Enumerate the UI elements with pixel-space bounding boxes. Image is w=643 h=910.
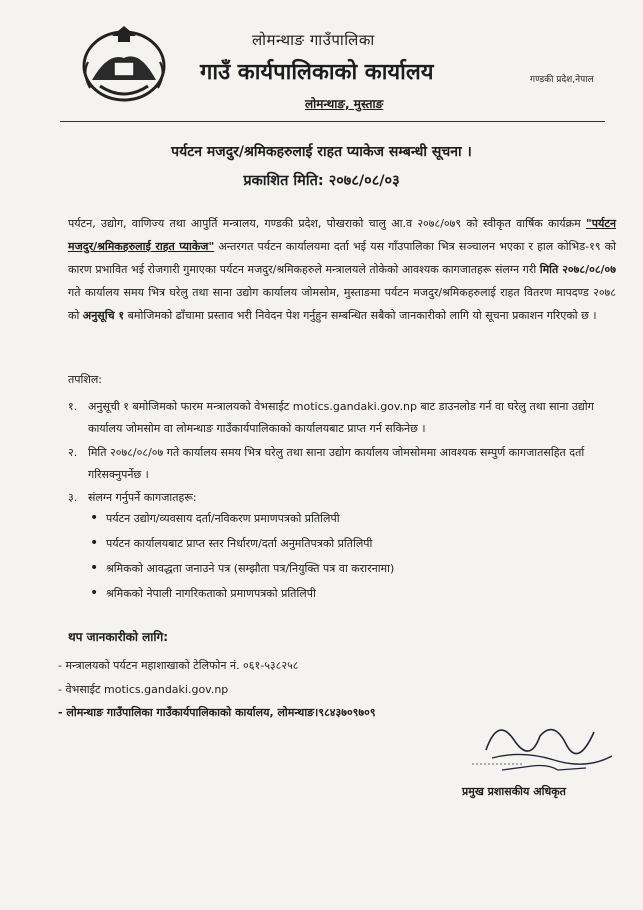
detail-item-text: अनुसूची १ बमोजिमको फारम मन्त्रालयको वेभसाईट motics.gandaki.gov.np बाट डाउनलोड गर्न वा घरेलु तथा साना उद्योग कार्यालय जोमसोम वा लोमन्थाङ गाउँकार्यपालिकाको कार्यालयबाट प्राप्त गर्न सकिनेछ । [88,400,594,435]
body-text-4: बमोजिमको ढाँचामा प्रस्ताव भरी निवेदन पेश गर्नुहुन सम्बन्धित सबैको जानकारीको लागि यो सूचना प्रकाशन गरिएको छ । [124,309,597,322]
detail-item-number: ३. [68,491,78,504]
municipality-name: लोमन्थाङ गाउँपालिका [252,31,375,49]
province-label: गण्डकी प्रदेश,नेपाल [530,75,594,85]
list-item: • श्रमिकको आवद्धता जनाउने पत्र (सम्झौता पत्र/नियुक्ति पत्र वा करारनामा) [84,556,394,581]
deadline-date: मिति २०७८/०८/०७ [539,263,616,276]
officer-title: प्रमुख प्रशासकीय अधिकृत [462,785,566,798]
detail-item-number: २. [68,446,78,459]
office-address: लोमन्थाङ, मुस्ताङ [305,97,384,111]
notice-body [68,212,616,327]
detail-item-text: संलग्न गर्नुपर्ने कागजातहरू: [88,491,197,504]
published-date: प्रकाशित मिति: २०७८/०८/०३ [243,173,400,189]
detail-item-number: १. [68,400,78,413]
list-item: • पर्यटन कार्यालयबाट प्राप्त स्तर निर्धारण/दर्ता अनुमतिपत्रको प्रतिलिपी [84,531,394,556]
detail-item [68,442,616,486]
program-name: "पर्यटन मजदुर/श्रमिकहरुलाई राहत प्याकेज" [68,217,616,253]
body-text-3: गते कार्यालय समय भित्र घरेलु तथा साना उद्योग कार्यालय जोमसोम, मुस्ताङमा पर्यटन मजदुर/श्रमिकहरुलाई राहत वितरण मापदण्ड २०७८ को [68,286,616,322]
contact-label: थप जानकारीको लागि: [68,630,169,644]
government-emblem-icon [78,22,170,106]
details-label: तपशिल: [68,373,103,386]
annex-reference: अनुसूचि १ [82,309,125,322]
detail-item-text: मिति २०७८/०८/०७ गते कार्यालय समय भित्र घरेलु तथा साना उद्योग कार्यालय जोमसोममा आवश्यक सम्पुर्ण कागजातसहित दर्ता गरिसक्नुपर्नेछ । [88,446,585,481]
contact-website: - वेभसाईट motics.gandaki.gov.np [58,683,229,696]
detail-item [68,396,616,440]
list-item: • श्रमिकको नेपाली नागरिकताको प्रमाणपत्रको प्रतिलिपी [84,581,394,606]
header-divider [60,121,605,122]
contact-office: - लोमन्थाङ गाउँपालिका गाउँकार्यपालिकाको कार्यालय, लोमन्थाङ।९८४३७०९७०९ [58,706,376,719]
list-item: • पर्यटन उद्योग/व्यवसाय दर्ता/नविकरण प्रमाणपत्रको प्रतिलिपी [84,506,394,531]
required-documents-list [84,506,394,606]
notice-title: पर्यटन मजदुर/श्रमिकहरुलाई राहत प्याकेज सम्बन्धी सूचना । [171,144,472,160]
office-name: गाउँ कार्यपालिकाको कार्यालय [200,60,434,85]
body-text-2: अन्तरगत पर्यटन कार्यालयमा दर्ता भई यस गाँउपालिका भित्र सञ्चालन भएका र हाल कोभिड-१९ को कारण प्रभावित भई रोजगारी गुमाएका पर्यटन मजदुर/श्रमिकहरुले मन्त्रालयले तोकेको आवश्यक कागजातहरू संलग्न गरी [68,240,616,276]
body-text-1: पर्यटन, उद्योग, वाणिज्य तथा आपुर्ति मन्त्रालय, गण्डकी प्रदेश, पोखराको चालु आ.व २०७८/०७९ को स्वीकृत वार्षिक कार्यक्रम [68,217,586,230]
contact-phone: - मन्त्रालयको पर्यटन महाशाखाको टेलिफोन नं. ०६१-५३८२५८ [58,659,299,672]
